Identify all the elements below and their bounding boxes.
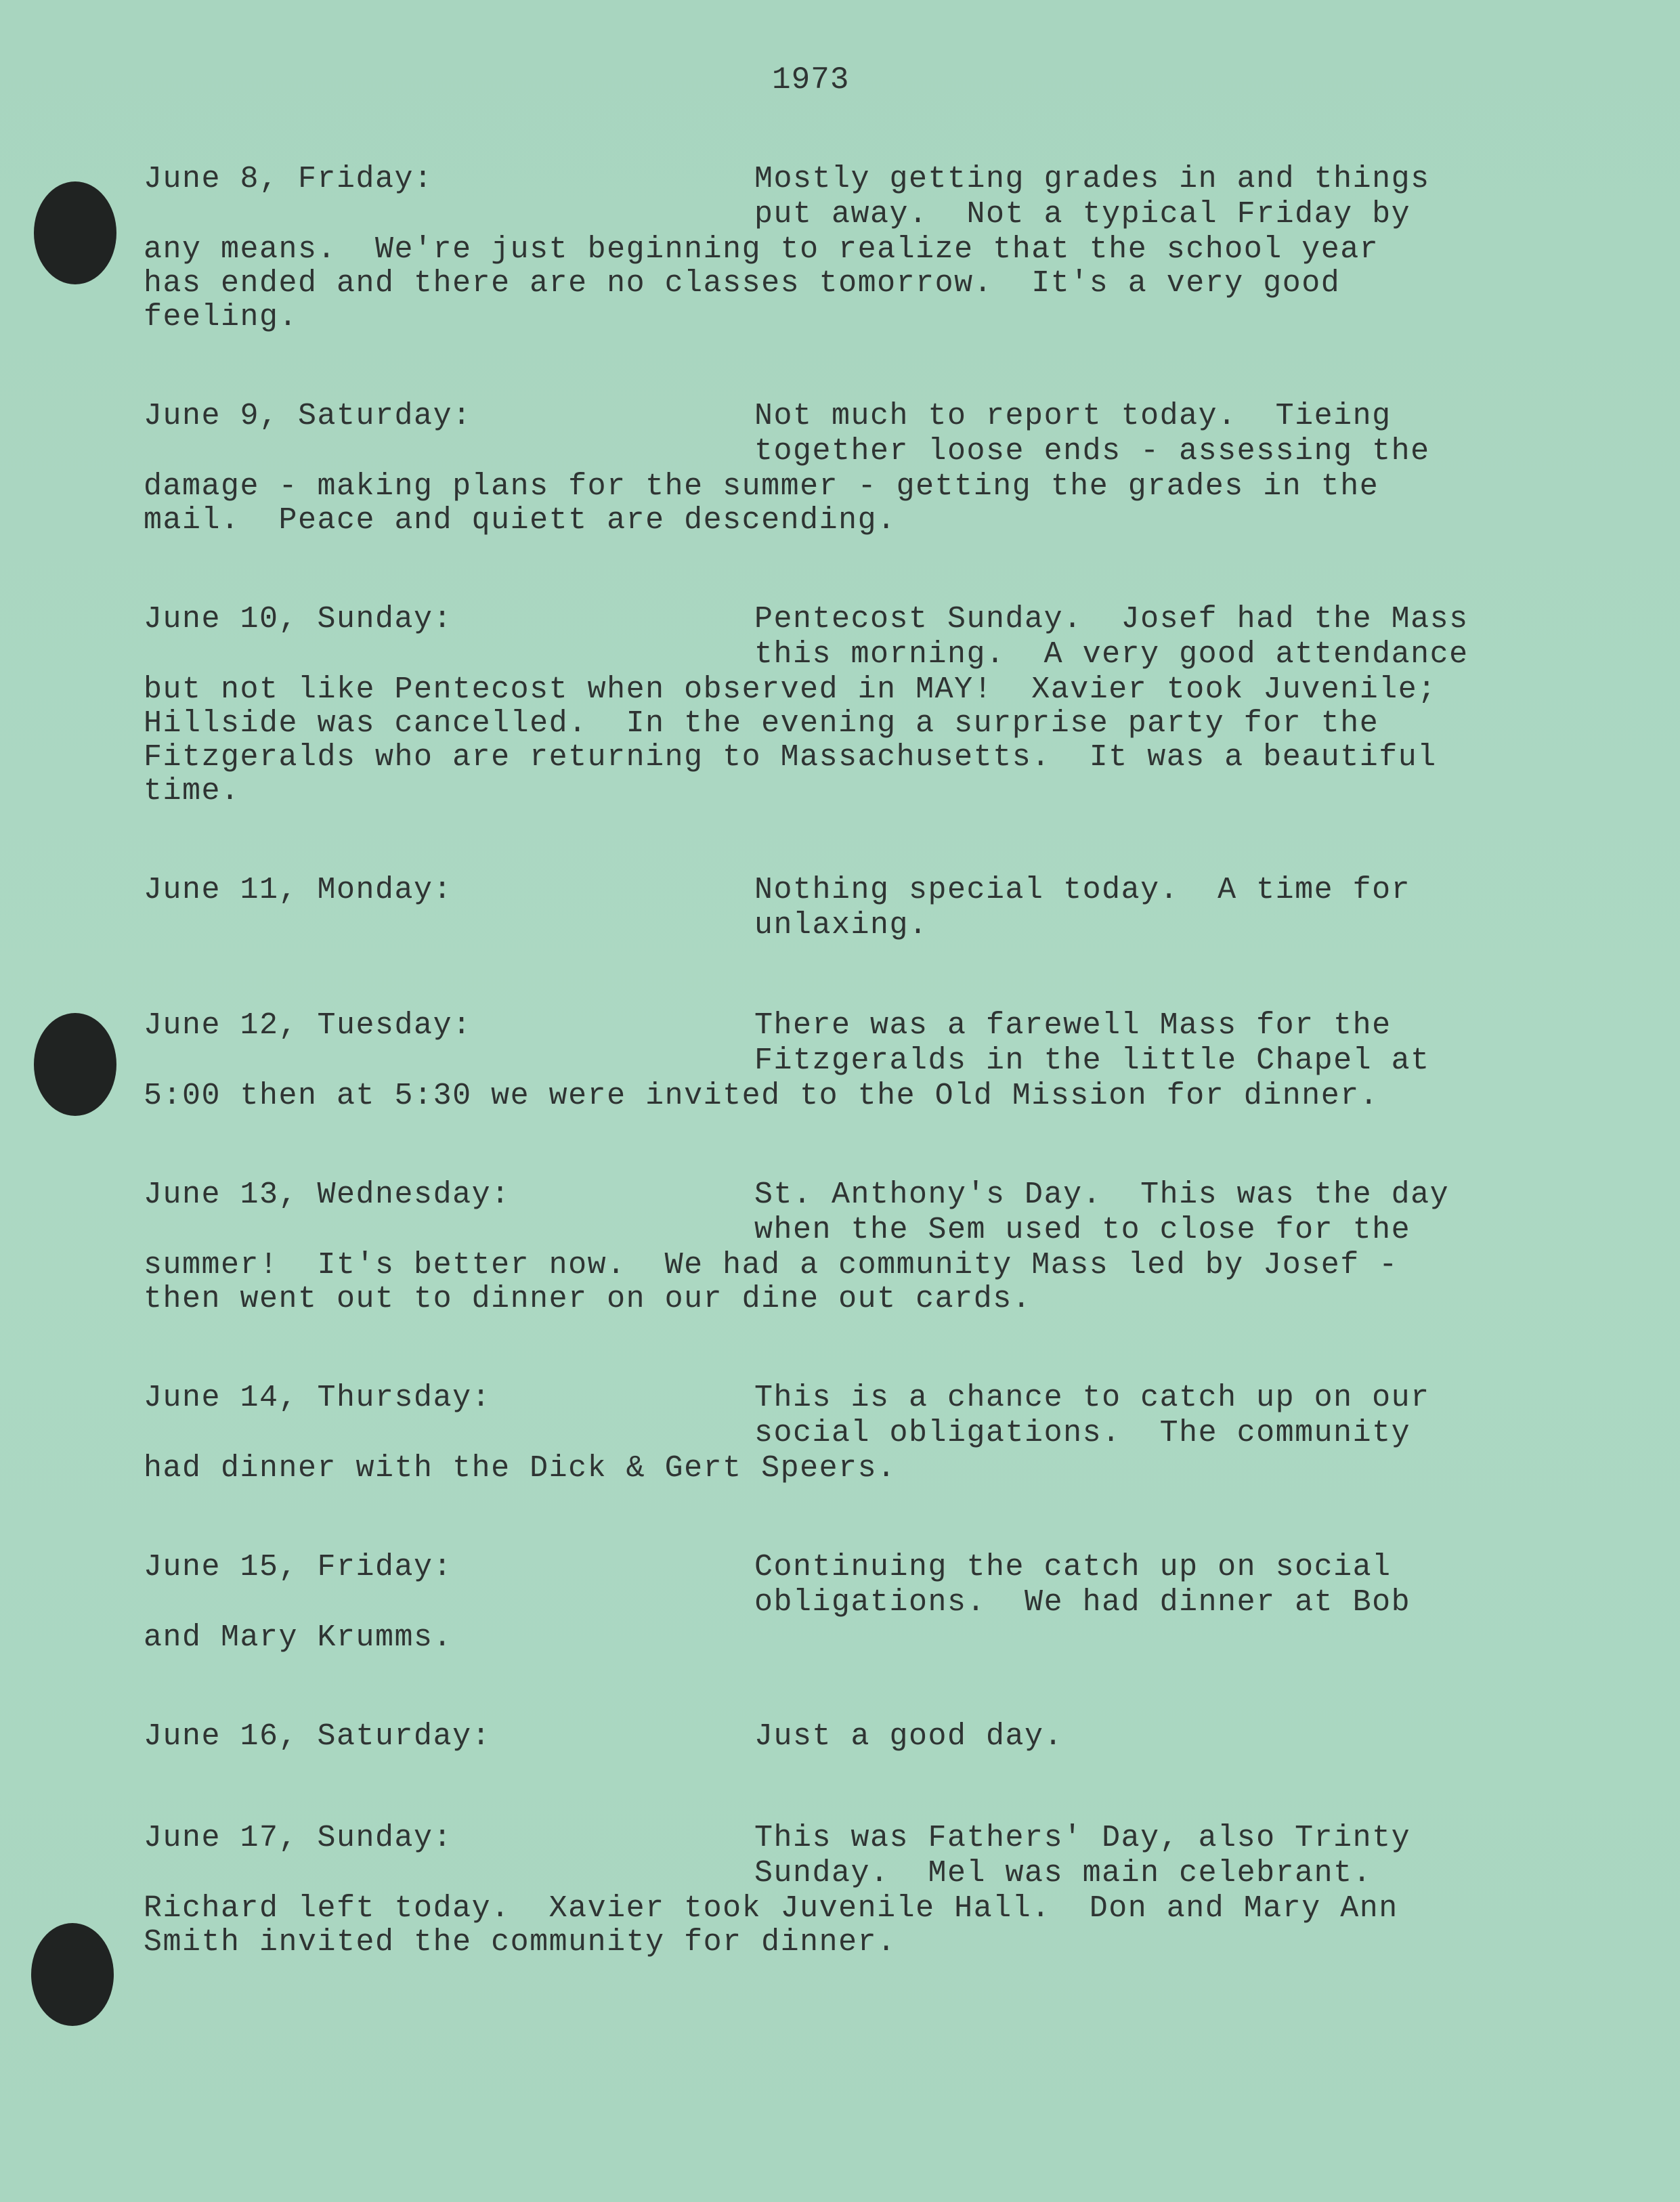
entry-text-line: and Mary Krumms. bbox=[144, 1620, 453, 1655]
entry-date: June 16, Saturday: bbox=[144, 1719, 492, 1754]
entry-text-line: Pentecost Sunday. Josef had the Mass bbox=[754, 602, 1469, 636]
entry-text-line: Mostly getting grades in and things bbox=[754, 162, 1430, 196]
entry-text-line: Continuing the catch up on social bbox=[754, 1550, 1392, 1584]
entry-date: June 14, Thursday: bbox=[144, 1381, 492, 1415]
entry-date: June 12, Tuesday: bbox=[144, 1008, 472, 1043]
page-year-heading: 1973 bbox=[772, 62, 850, 98]
entry-date: June 13, Wednesday: bbox=[144, 1178, 511, 1212]
entry-text-line: this morning. A very good attendance bbox=[754, 637, 1469, 672]
entry-text-line: put away. Not a typical Friday by bbox=[754, 197, 1411, 232]
entry-text-line: obligations. We had dinner at Bob bbox=[754, 1585, 1411, 1620]
entry-text-line: There was a farewell Mass for the bbox=[754, 1008, 1392, 1043]
entry-text-line: social obligations. The community bbox=[754, 1416, 1411, 1450]
entry-text-line: Richard left today. Xavier took Juvenile Hall. Don and Mary Ann bbox=[144, 1891, 1398, 1926]
entry-date: June 10, Sunday: bbox=[144, 602, 453, 636]
entry-text-line: St. Anthony's Day. This was the day bbox=[754, 1178, 1450, 1212]
diary-entry bbox=[144, 603, 1532, 907]
entry-text-line: Sunday. Mel was main celebrant. bbox=[754, 1856, 1373, 1891]
entry-date: June 17, Sunday: bbox=[144, 1821, 453, 1855]
entry-text-line: has ended and there are no classes tomorrow. It's a very good bbox=[144, 266, 1341, 301]
entry-date: June 9, Saturday: bbox=[144, 399, 472, 433]
diary-entry bbox=[144, 1178, 1532, 1415]
entry-date: June 15, Friday: bbox=[144, 1550, 453, 1584]
entry-text-line: Nothing special today. A time for bbox=[754, 873, 1411, 907]
entry-text-line: mail. Peace and quiett are descending. bbox=[144, 503, 897, 538]
entry-text-line: damage - making plans for the summer - getting the grades in the bbox=[144, 469, 1379, 504]
diary-entry bbox=[144, 163, 1532, 433]
diary-entry bbox=[144, 400, 1532, 636]
entry-text-line: summer! It's better now. We had a community Mass led by Josef - bbox=[144, 1248, 1398, 1282]
entry-text-line: but not like Pentecost when observed in MAY! Xavier took Juvenile; bbox=[144, 672, 1437, 707]
entry-text-line: had dinner with the Dick & Gert Speers. bbox=[144, 1451, 897, 1486]
entry-text-line: unlaxing. bbox=[754, 908, 928, 943]
binder-hole bbox=[31, 1923, 114, 2026]
entry-text-line: time. bbox=[144, 774, 240, 808]
binder-hole bbox=[34, 1013, 116, 1116]
entry-text-line: Not much to report today. Tieing bbox=[754, 399, 1392, 433]
entry-text-line: 5:00 then at 5:30 we were invited to the Old Mission for dinner. bbox=[144, 1079, 1379, 1113]
entry-text-line: Just a good day. bbox=[754, 1719, 1064, 1754]
entry-text-line: together loose ends - assessing the bbox=[754, 434, 1430, 469]
entry-text-line: feeling. bbox=[144, 300, 299, 334]
entry-date: June 11, Monday: bbox=[144, 873, 453, 907]
entry-text-line: Smith invited the community for dinner. bbox=[144, 1925, 897, 1960]
diary-entry bbox=[144, 1821, 1532, 2058]
entry-text-line: Fitzgeralds who are returning to Massachusetts. It was a beautiful bbox=[144, 740, 1437, 775]
binder-hole bbox=[34, 181, 116, 284]
entry-text-line: This is a chance to catch up on our bbox=[754, 1381, 1430, 1415]
entry-text-line: Fitzgeralds in the little Chapel at bbox=[754, 1043, 1430, 1078]
entry-text-line: This was Fathers' Day, also Trinty bbox=[754, 1821, 1411, 1855]
entry-text-line: when the Sem used to close for the bbox=[754, 1213, 1411, 1247]
entry-text-line: Hillside was cancelled. In the evening a surprise party for the bbox=[144, 706, 1379, 741]
entry-date: June 8, Friday: bbox=[144, 162, 433, 196]
entry-text-line: then went out to dinner on our dine out cards. bbox=[144, 1282, 1032, 1316]
entry-text-line: any means. We're just beginning to realize that the school year bbox=[144, 232, 1379, 267]
